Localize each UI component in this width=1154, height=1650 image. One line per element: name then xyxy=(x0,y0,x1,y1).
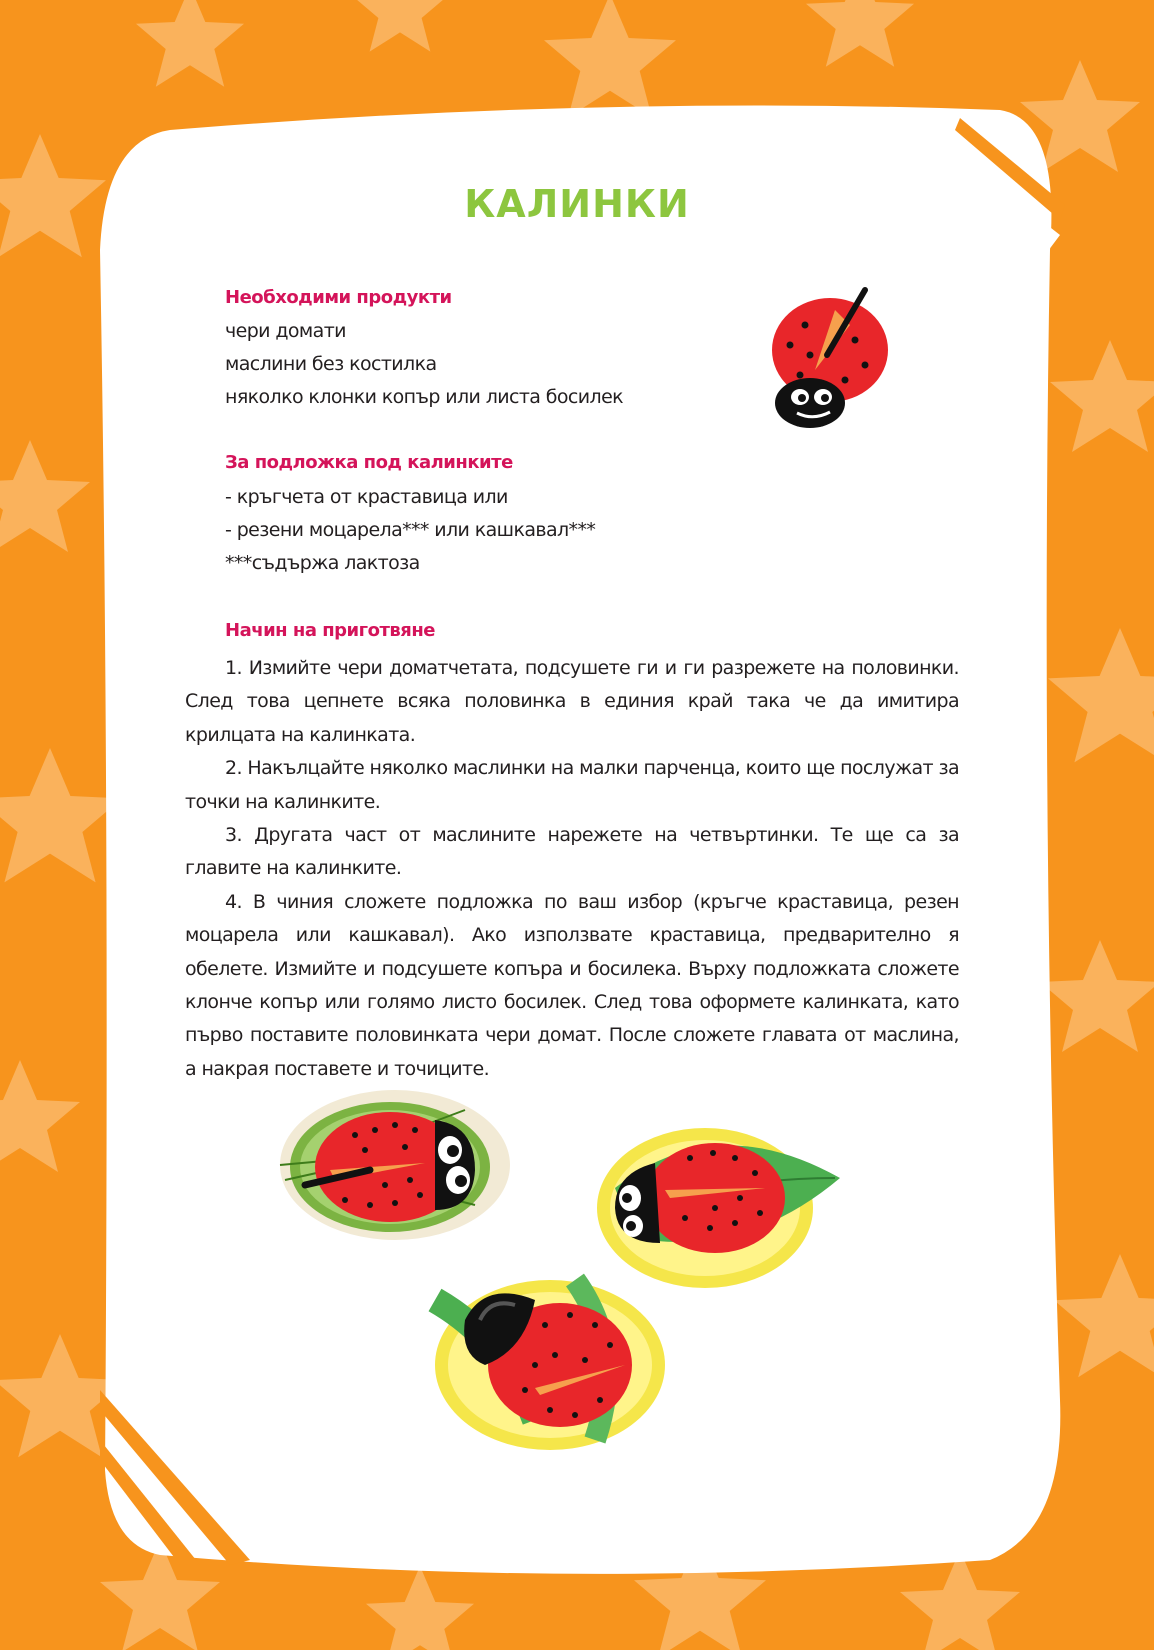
method-step: 2. Накълцайте няколко маслинки на малки парченца, които ще послужат за точки на калинките. xyxy=(185,757,959,813)
ingredients-heading: Необходими продукти xyxy=(225,287,452,308)
base-item: - кръгчета от краставица или xyxy=(225,486,508,508)
base-note: ***съдържа лактоза xyxy=(225,552,420,574)
method-step: 3. Другата част от маслините нарежете на четвъртинки. Те ще са за главите на калинките. xyxy=(185,824,959,880)
ingredient-item: чери домати xyxy=(225,320,346,342)
base-heading: За подложка под калинките xyxy=(225,452,513,473)
ingredient-item: маслини без костилка xyxy=(225,353,437,375)
method-step: 4. В чиния сложете подложка по ваш избор (кръгче краставица, резен моцарела или кашкавал). Ако използвате краставица, предварително я обелете. Измийте и подсушете копъра и босилека. Върху подложката сложете клонче копър или голямо листо босилек. След това оформете калинката, като първо поставите половинката чери домат. После сложете главата от маслина, а накрая поставете и точиците. xyxy=(185,890,959,1080)
method-step: 1. Измийте чери доматчетата, подсушете ги и ги разрежете на половинки. След това цепнете всяка половинка в единия край така че да имитира крилцата на калинката. xyxy=(185,657,959,746)
ladybug-arugula-illustration xyxy=(425,1270,675,1455)
ingredient-item: няколко клонки копър или листа босилек xyxy=(225,386,624,408)
method-heading: Начин на приготвяне xyxy=(225,620,435,641)
ladybug-cucumber-illustration xyxy=(275,1085,515,1245)
ladybug-icon xyxy=(755,285,895,435)
method-steps xyxy=(185,652,959,1086)
base-item: - резени моцарела*** или кашкавал*** xyxy=(225,519,596,541)
ladybug-basil-illustration xyxy=(595,1118,845,1293)
page-title: КАЛИНКИ xyxy=(464,182,690,226)
